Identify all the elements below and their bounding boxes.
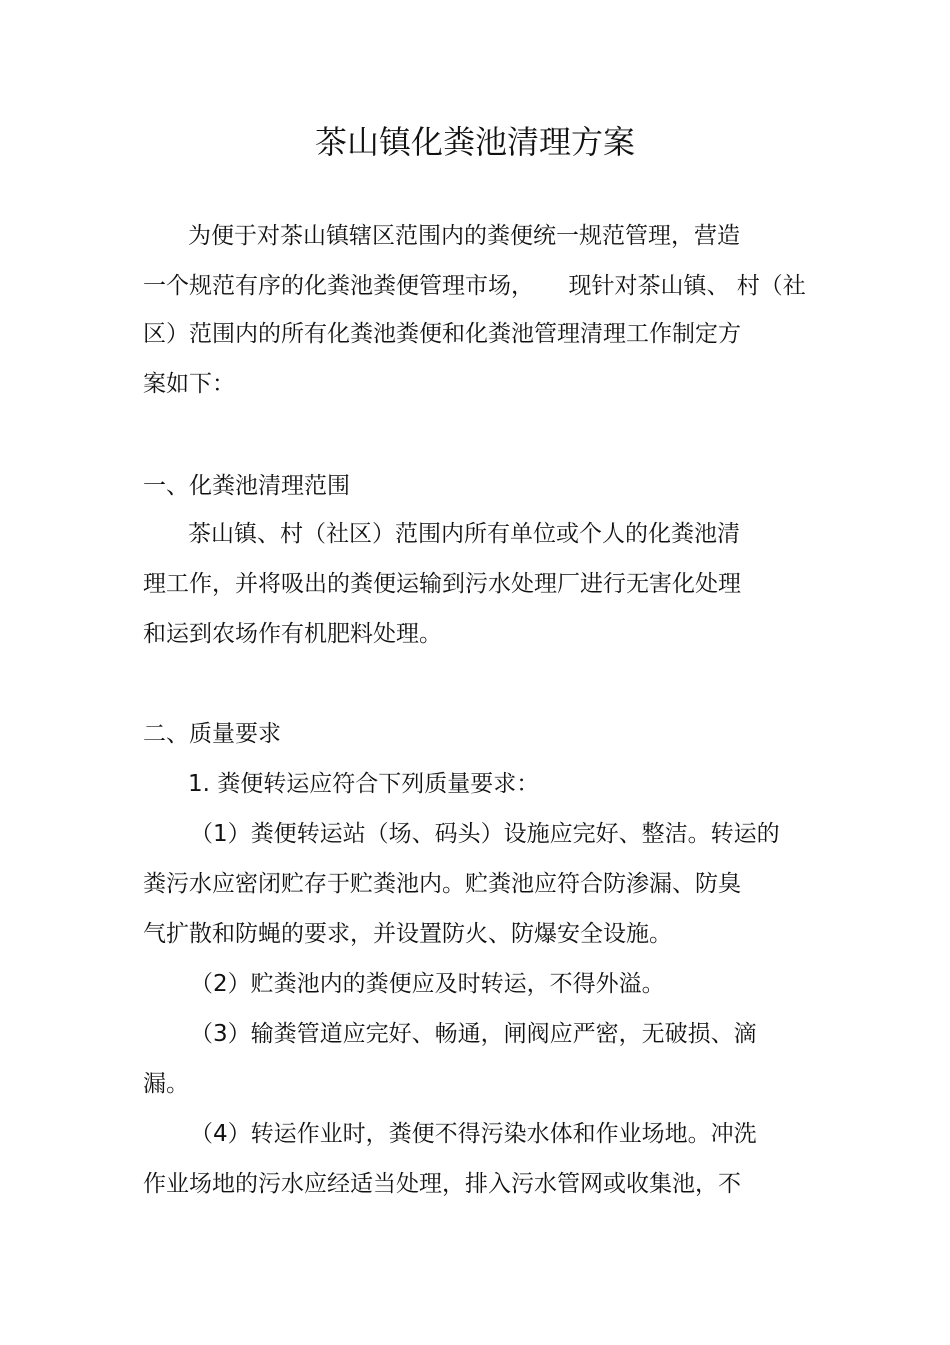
item-3-line-2: 漏。 xyxy=(143,1071,189,1097)
item-3-line-1: （3）输粪管道应完好、畅通，闸阀应严密，无破损、滴 xyxy=(190,1021,757,1047)
section-heading-1: 一、化粪池清理范围 xyxy=(143,473,350,499)
item-1-line-3: 气扩散和防蝇的要求，并设置防火、防爆安全设施。 xyxy=(143,921,672,947)
intro-line-2: 一个规范有序的化粪池粪便管理市场， 现针对茶山镇、 村（社 xyxy=(143,273,806,299)
requirement-1: 1. 粪便转运应符合下列质量要求： xyxy=(188,771,540,797)
item-2-line-1: （2）贮粪池内的粪便应及时转运，不得外溢。 xyxy=(190,971,665,997)
section1-line-3: 和运到农场作有机肥料处理。 xyxy=(143,621,442,647)
item-4-line-2: 作业场地的污水应经适当处理，排入污水管网或收集池，不 xyxy=(143,1171,741,1197)
intro-line-4: 案如下： xyxy=(143,371,235,397)
intro-line-3: 区）范围内的所有化粪池粪便和化粪池管理清理工作制定方 xyxy=(143,321,741,347)
item-1-line-2: 粪污水应密闭贮存于贮粪池内。贮粪池应符合防渗漏、防臭 xyxy=(143,871,741,897)
item-4-line-1: （4）转运作业时，粪便不得污染水体和作业场地。冲洗 xyxy=(190,1121,757,1147)
section1-line-1: 茶山镇、村（社区）范围内所有单位或个人的化粪池清 xyxy=(188,521,740,547)
section1-line-2: 理工作，并将吸出的粪便运输到污水处理厂进行无害化处理 xyxy=(143,571,741,597)
section-heading-2: 二、质量要求 xyxy=(143,721,281,747)
document-title: 茶山镇化粪池清理方案 xyxy=(314,123,635,161)
item-1-line-1: （1）粪便转运站（场、码头）设施应完好、整洁。转运的 xyxy=(190,821,780,847)
intro-line-1: 为便于对茶山镇辖区范围内的粪便统一规范管理，营造 xyxy=(188,223,740,249)
